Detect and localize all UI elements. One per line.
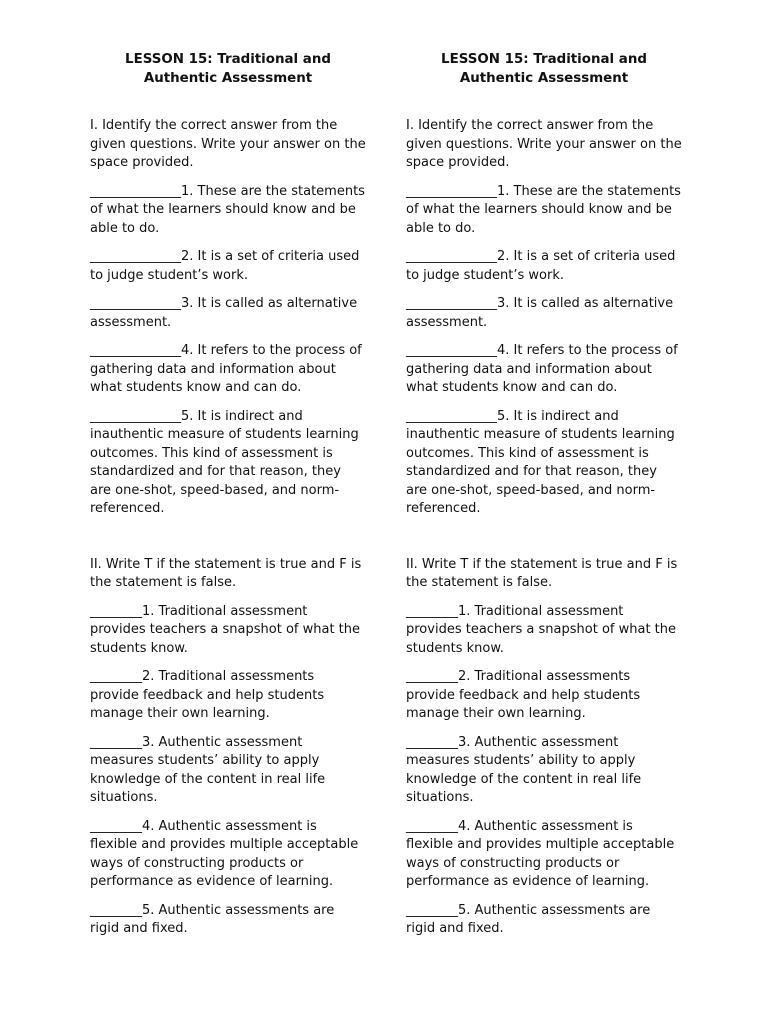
part2-item-5: ________5. Authentic assessments are rigid and fixed. bbox=[90, 902, 335, 936]
worksheet-column-right bbox=[406, 50, 682, 949]
part2-item-3: ________3. Authentic assessment measures students’ ability to apply knowledge of the content in real life situations. bbox=[90, 734, 326, 805]
part2-item-1: ________1. Traditional assessment provides teachers a snapshot of what the students know. bbox=[406, 603, 677, 656]
part1-instruction: I. Identify the correct answer from the given questions. Write your answer on the space provided. bbox=[90, 118, 366, 170]
part2-item-2: ________2. Traditional assessments provide feedback and help students manage their own learning. bbox=[90, 669, 325, 721]
part1-item-4: ______________4. It refers to the process of gathering data and information about what students know and can do. bbox=[90, 343, 362, 395]
part1-item-4: ______________4. It refers to the process of gathering data and information about what students know and can do. bbox=[406, 343, 678, 395]
part2-instruction: II. Write T if the statement is true and F is the statement is false. bbox=[406, 556, 678, 590]
lesson-title: LESSON 15: Traditional and Authentic Assessment bbox=[125, 52, 331, 86]
part1-item-5: ______________5. It is indirect and inauthentic measure of students learning outcomes. This kind of assessment is standardized and for that reason, they are one-shot, speed-based, and norm-referenced. bbox=[90, 408, 359, 516]
part2-item-1: ________1. Traditional assessment provides teachers a snapshot of what the students know. bbox=[90, 603, 361, 656]
lesson-title: LESSON 15: Traditional and Authentic Assessment bbox=[441, 52, 647, 86]
part1-item-5: ______________5. It is indirect and inauthentic measure of students learning outcomes. This kind of assessment is standardized and for that reason, they are one-shot, speed-based, and norm-referenced. bbox=[406, 408, 675, 516]
part2-item-4: ________4. Authentic assessment is flexible and provides multiple acceptable ways of constructing products or performance as evidence of learning. bbox=[90, 818, 359, 889]
part2-item-3: ________3. Authentic assessment measures students’ ability to apply knowledge of the content in real life situations. bbox=[406, 734, 642, 805]
part2-item-5: ________5. Authentic assessments are rigid and fixed. bbox=[406, 902, 651, 936]
part1-instruction: I. Identify the correct answer from the given questions. Write your answer on the space provided. bbox=[406, 118, 682, 170]
part2-item-2: ________2. Traditional assessments provide feedback and help students manage their own learning. bbox=[406, 669, 641, 721]
part1-item-2: ______________2. It is a set of criteria used to judge student’s work. bbox=[90, 249, 360, 283]
part2-item-4: ________4. Authentic assessment is flexible and provides multiple acceptable ways of constructing products or performance as evidence of learning. bbox=[406, 818, 675, 889]
part1-item-3: ______________3. It is called as alternative assessment. bbox=[406, 296, 674, 330]
part1-item-1: ______________1. These are the statements of what the learners should know and be able to do. bbox=[90, 183, 365, 236]
part1-item-3: ______________3. It is called as alternative assessment. bbox=[90, 296, 358, 330]
part1-item-2: ______________2. It is a set of criteria used to judge student’s work. bbox=[406, 249, 676, 283]
part2-instruction: II. Write T if the statement is true and F is the statement is false. bbox=[90, 556, 362, 590]
worksheet-column-left bbox=[90, 50, 366, 949]
part1-item-1: ______________1. These are the statements of what the learners should know and be able to do. bbox=[406, 183, 681, 236]
